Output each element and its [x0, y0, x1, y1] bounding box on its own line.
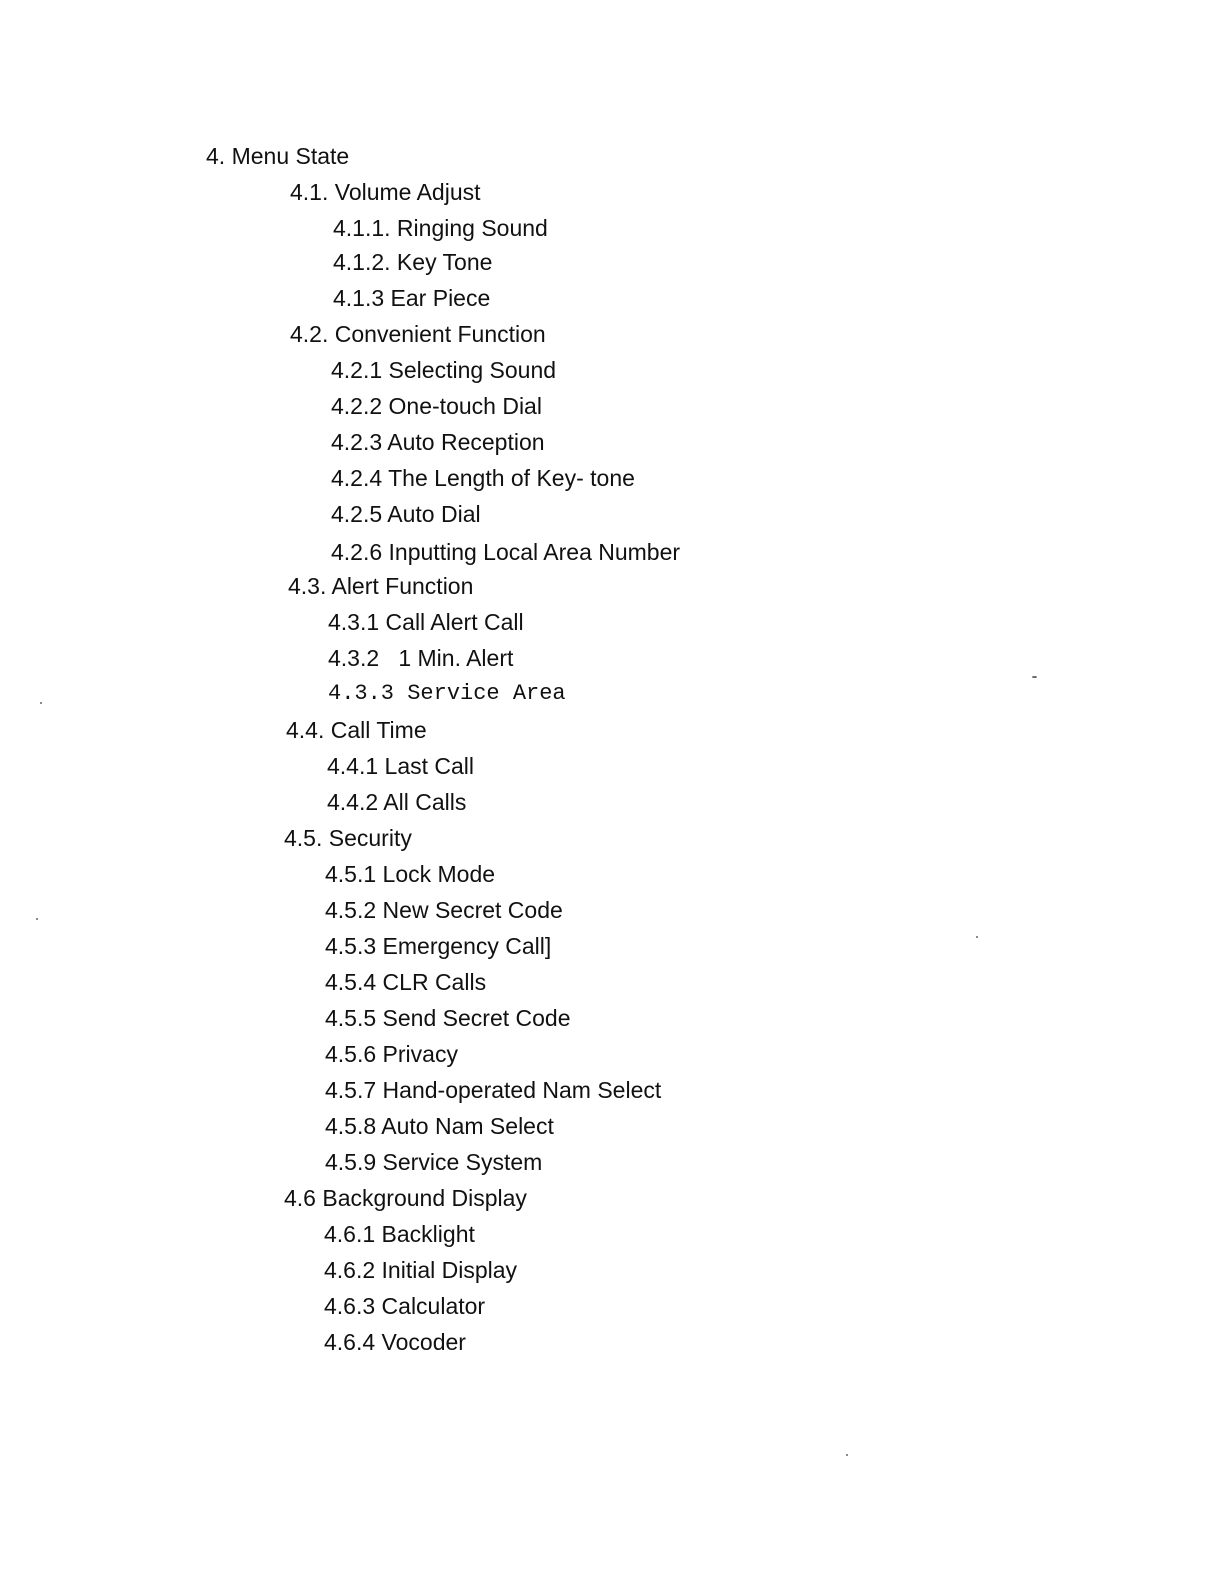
toc-item-4-5-3: 4.5.3 Emergency Call] — [325, 933, 552, 959]
toc-item-4-5-4: 4.5.4 CLR Calls — [325, 969, 487, 995]
toc-item-4-2-5: 4.2.5 Auto Dial — [331, 501, 481, 527]
toc-item-4-1-1: 4.1.1. Ringing Sound — [333, 215, 548, 241]
scan-speck — [976, 936, 978, 938]
scan-speck — [846, 1454, 848, 1456]
toc-item-4-2-2: 4.2.2 One-touch Dial — [331, 393, 542, 419]
scan-speck — [36, 918, 38, 920]
toc-item-4-5-8: 4.5.8 Auto Nam Select — [325, 1113, 554, 1139]
toc-item-4-3-2: 4.3.2 1 Min. Alert — [328, 645, 514, 671]
toc-section-4-1: 4.1. Volume Adjust — [290, 179, 481, 205]
toc-item-4-6-3: 4.6.3 Calculator — [324, 1293, 486, 1319]
toc-heading: 4. Menu State — [206, 143, 350, 169]
toc-item-4-2-4: 4.2.4 The Length of Key- tone — [331, 465, 635, 491]
toc-section-4-3: 4.3. Alert Function — [288, 573, 474, 599]
scan-speck — [1032, 676, 1037, 678]
toc-section-4-4: 4.4. Call Time — [286, 717, 427, 743]
toc-item-4-6-4: 4.6.4 Vocoder — [324, 1329, 466, 1355]
toc-item-4-4-2: 4.4.2 All Calls — [327, 789, 467, 815]
toc-section-4-2: 4.2. Convenient Function — [290, 321, 546, 347]
toc-item-4-1-3: 4.1.3 Ear Piece — [333, 285, 491, 311]
toc-item-4-5-6: 4.5.6 Privacy — [325, 1041, 458, 1067]
toc-item-4-1-2: 4.1.2. Key Tone — [333, 249, 493, 275]
toc-item-4-3-1: 4.3.1 Call Alert Call — [328, 609, 524, 635]
toc-section-4-5: 4.5. Security — [284, 825, 412, 851]
toc-item-4-5-5: 4.5.5 Send Secret Code — [325, 1005, 571, 1031]
toc-item-4-5-1: 4.5.1 Lock Mode — [325, 861, 496, 887]
toc-item-4-2-6: 4.2.6 Inputting Local Area Number — [331, 539, 681, 565]
toc-item-4-6-1: 4.6.1 Backlight — [324, 1221, 475, 1247]
toc-item-4-2-1: 4.2.1 Selecting Sound — [331, 357, 557, 383]
toc-item-4-6-2: 4.6.2 Initial Display — [324, 1257, 518, 1283]
toc-item-4-4-1: 4.4.1 Last Call — [327, 753, 475, 779]
scan-speck — [40, 702, 42, 704]
toc-item-4-3-3: 4.3.3 Service Area — [328, 681, 566, 706]
toc-item-4-5-9: 4.5.9 Service System — [325, 1149, 543, 1175]
toc-item-4-5-2: 4.5.2 New Secret Code — [325, 897, 563, 923]
toc-item-4-2-3: 4.2.3 Auto Reception — [331, 429, 545, 455]
toc-section-4-6: 4.6 Background Display — [284, 1185, 527, 1211]
toc-item-4-5-7: 4.5.7 Hand-operated Nam Select — [325, 1077, 662, 1103]
